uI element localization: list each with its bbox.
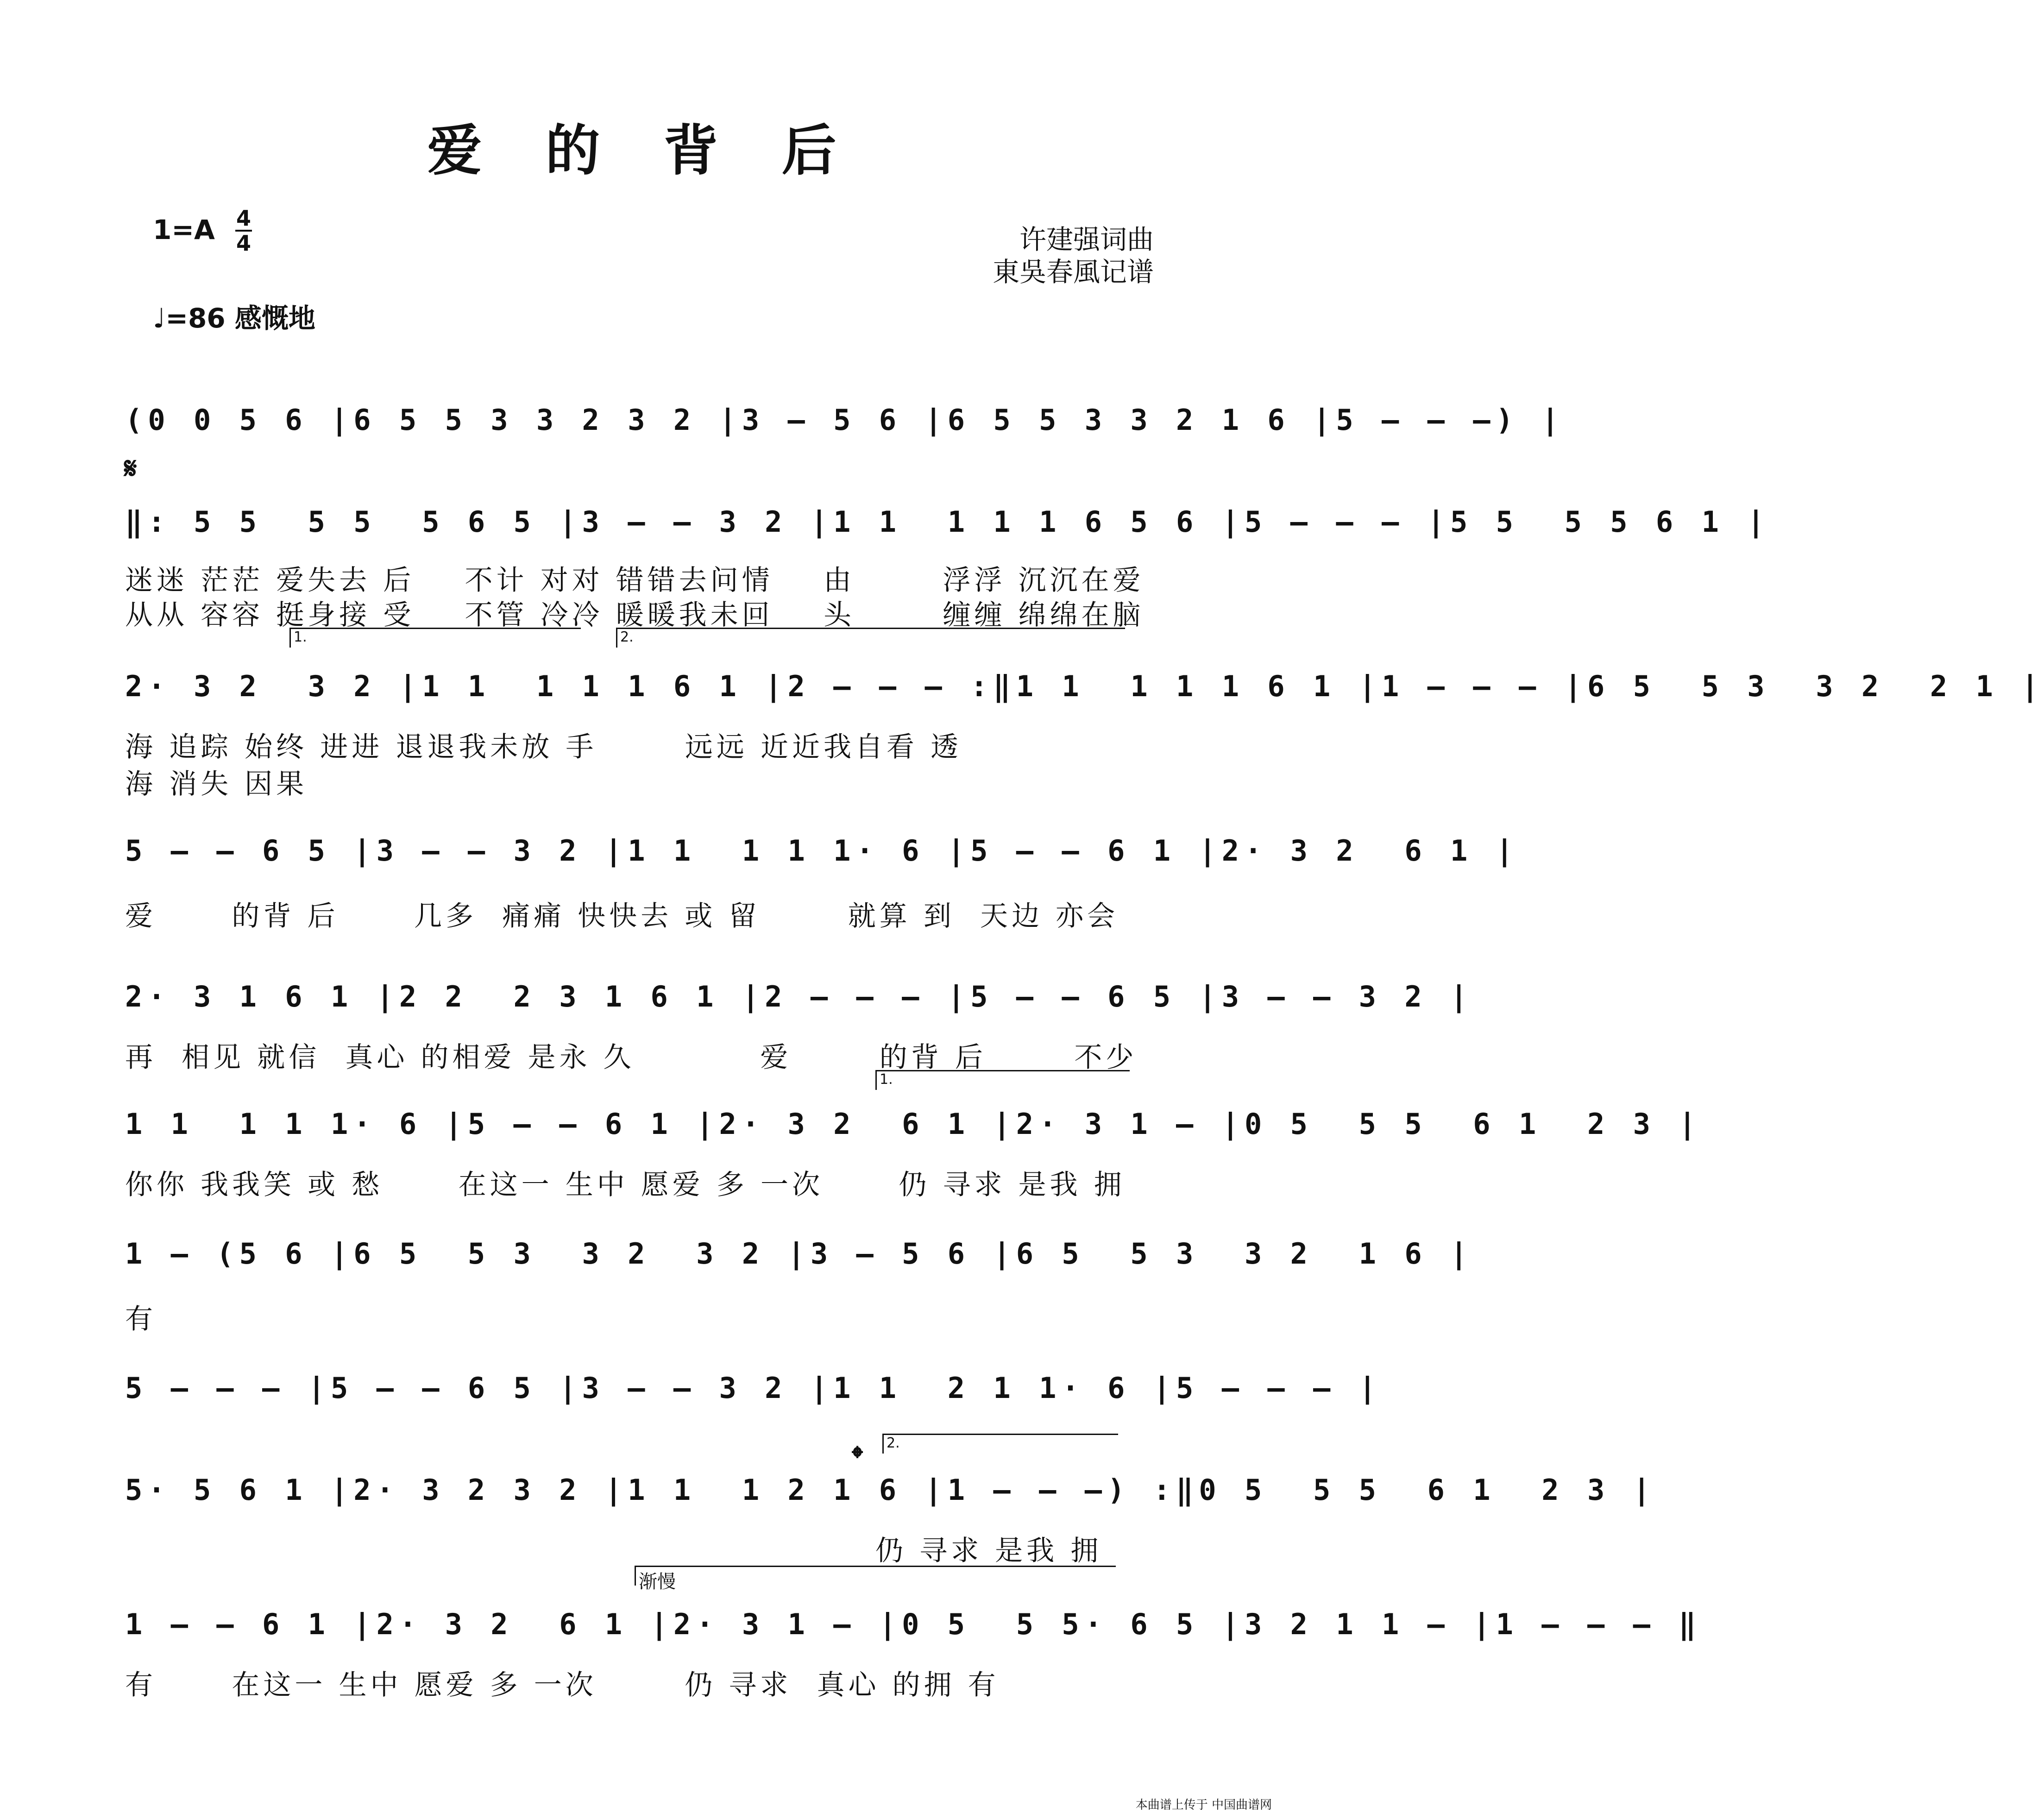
ritardando-bracket: 渐慢 [635, 1566, 1116, 1586]
segno-sign: 𝄋 [124, 452, 137, 486]
footer-watermark: 本曲谱上传于 中国曲谱网 [1135, 1798, 1272, 1812]
lyric-line: 有 在这一 生中 愿爱 多 一次 仍 寻求 真心 的拥 有 [125, 1669, 1000, 1701]
time-top: 4 [236, 206, 251, 231]
volta-1: 1. [289, 628, 581, 648]
page-title: 爱 的 背 后 [427, 119, 859, 183]
staff-line-2 [125, 505, 1770, 556]
key-signature: 1=A [153, 214, 215, 245]
notes: 5 – – 6 5 |3 – – 3 2 |1 1 1 1 1· 6 |5 – – 6 1 |2· 3 2 6 1 | [125, 834, 1519, 868]
lyric-line: 从从 容容 挺身接 受 不管 冷冷 暖暖我未回 头 缠缠 绵绵在脑 [125, 599, 1145, 631]
volta-2b: 2. [882, 1434, 1118, 1454]
notes: 5 – – – |5 – – 6 5 |3 – – 3 2 |1 1 2 1 1· 6 |5 – – – | [125, 1371, 1382, 1405]
notes: 5· 5 6 1 |2· 3 2 3 2 |1 1 1 2 1 6 |1 – – –) :‖0 5 5 5 6 1 2 3 | [125, 1473, 1656, 1507]
lyric-line: 有 [125, 1303, 157, 1335]
lyric-line: 再 相见 就信 真心 的相爱 是永 久 爱 的背 后 不少 [125, 1041, 1138, 1074]
staff-line-5 [125, 980, 1473, 1031]
lyric-line: 迷迷 茫茫 爱失去 后 不计 对对 错错去问情 由 浮浮 沉沉在爱 [125, 564, 1145, 597]
notes: 1 1 1 1 1· 6 |5 – – 6 1 |2· 3 2 6 1 |2· 3 1 – |0 5 5 5 6 1 2 3 | [125, 1107, 1702, 1141]
notes: 1 – – 6 1 |2· 3 2 6 1 |2· 3 1 – |0 5 5 5· 6 5 |3 2 1 1 – |1 – – – ‖ [125, 1607, 1702, 1641]
staff-line-4 [125, 834, 1519, 885]
time-signature [235, 208, 252, 254]
staff-line-9 [125, 1473, 1656, 1524]
staff-line-3 [125, 669, 2044, 720]
lyric-line: 海 追踪 始终 进进 退退我未放 手 远远 近近我自看 透 [125, 731, 962, 763]
staff-line-7 [125, 1237, 1473, 1288]
notes: 2· 3 2 3 2 |1 1 1 1 1 6 1 |2 – – – :‖1 1 1 1 1 6 1 |1 – – – |6 5 5 3 3 2 2 1 | [125, 669, 2044, 703]
credit-transcriber: 東吳春風记谱 [992, 256, 1154, 288]
tempo-marking: ♩=86 感慨地 [153, 302, 315, 334]
credit-composer: 许建强词曲 [1019, 224, 1154, 255]
staff-line-1 [125, 403, 1565, 454]
notes: ‖: 5 5 5 5 5 6 5 |3 – – 3 2 |1 1 1 1 1 6 5 6 |5 – – – |5 5 5 5 6 1 | [125, 505, 1770, 539]
lyric-line: 你你 我我笑 或 愁 在这一 生中 愿爱 多 一次 仍 寻求 是我 拥 [125, 1169, 1126, 1201]
lyric-line: 海 消失 因果 [125, 768, 308, 800]
lyric-line: 仍 寻求 是我 拥 [875, 1535, 1102, 1567]
volta-2: 2. [616, 628, 1125, 648]
notes: 2· 3 1 6 1 |2 2 2 3 1 6 1 |2 – – – |5 – – 6 5 |3 – – 3 2 | [125, 980, 1473, 1013]
notes: (0 0 5 6 |6 5 5 3 3 2 3 2 |3 – 5 6 |6 5 5 3 3 2 1 6 |5 – – –) | [125, 403, 1565, 437]
lyric-line: 爱 的背 后 几多 痛痛 快快去 或 留 就算 到 天边 亦会 [125, 900, 1119, 932]
staff-line-6 [125, 1107, 1702, 1158]
time-bottom: 4 [236, 231, 251, 256]
volta-1b: 1. [875, 1070, 1130, 1090]
staff-line-8 [125, 1371, 1382, 1422]
coda-sign: 𝄌 [852, 1441, 863, 1475]
staff-line-10 [125, 1607, 1702, 1658]
notes: 1 – (5 6 |6 5 5 3 3 2 3 2 |3 – 5 6 |6 5 5 3 3 2 1 6 | [125, 1237, 1473, 1271]
